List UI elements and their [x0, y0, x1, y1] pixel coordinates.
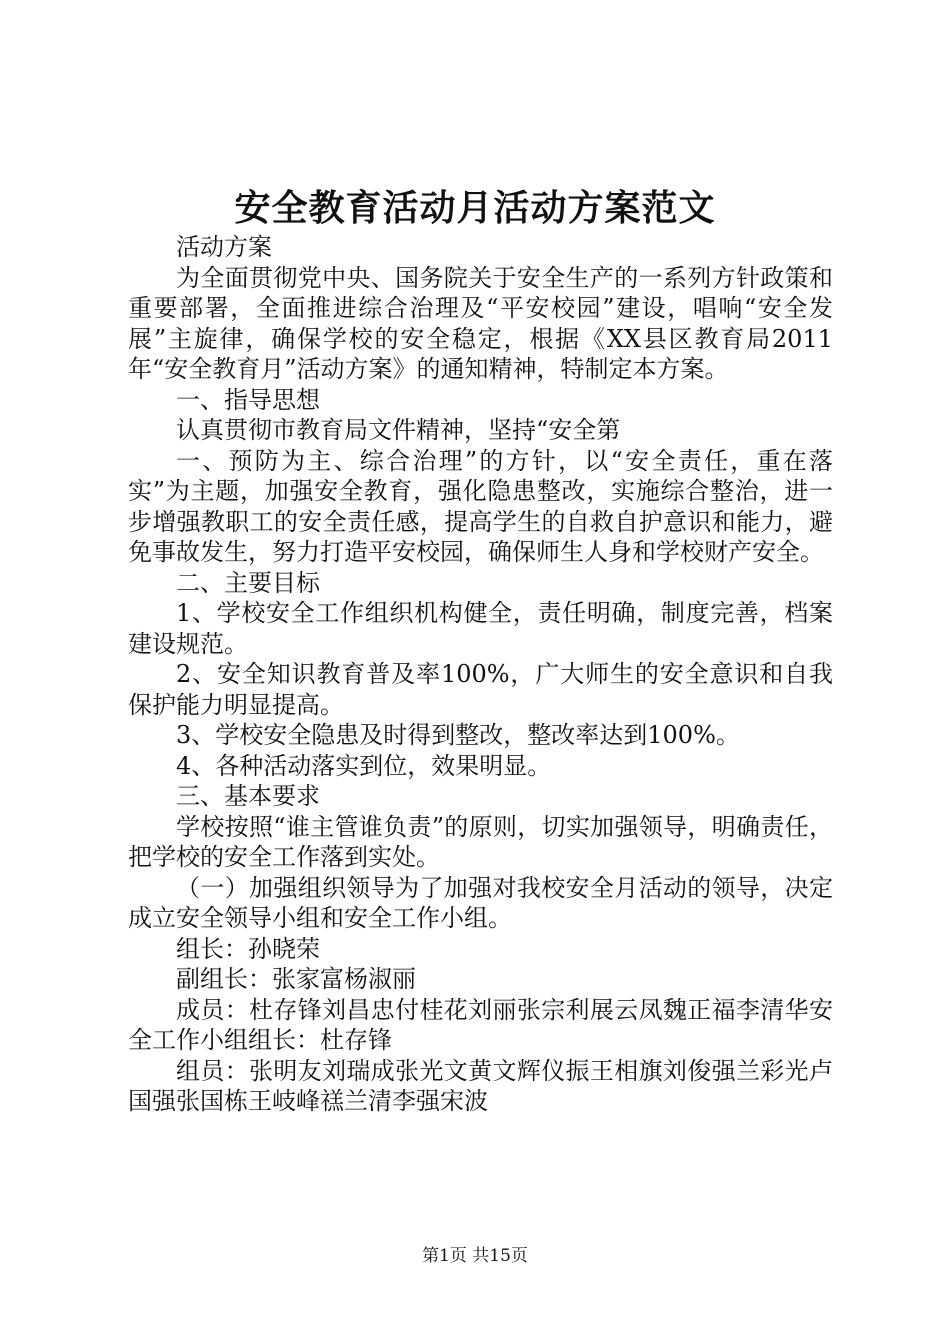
paragraph-members: 成员：杜存锋刘昌忠付桂花刘丽张宗利展云凤魏正福李清华安全工作小组组长：杜存锋 [128, 995, 833, 1054]
list-item-goal: 1、学校安全工作组织机构健全，责任明确，制度完善，档案建设规范。 [128, 599, 833, 658]
paragraph: 学校按照“谁主管谁负责”的原则，切实加强领导，明确责任，把学校的安全工作落到实处。 [128, 812, 833, 871]
section-heading-main-goals: 二、主要目标 [176, 568, 320, 597]
list-item-goal: 4、各种活动落实到位，效果明显。 [176, 751, 552, 780]
document-body [128, 232, 833, 1117]
paragraph-intro: 为全面贯彻党中央、国务院关于安全生产的一系列方针政策和重要部署，全面推进综合治理及“平安校园”建设，唱响“安全发展”主旋律，确保学校的安全稳定，根据《XX县区教育局2011年“安全教育月”活动方案》的通知精神，特制定本方案。 [128, 263, 833, 383]
paragraph-group-leader: 组长：孙晓荣 [176, 934, 320, 963]
page-number-footer: 第1页 共15页 [422, 1246, 528, 1266]
paragraph-heading-plan: 活动方案 [176, 233, 272, 261]
paragraph: 一、预防为主、综合治理”的方针，以“安全责任，重在落实”为主题，加强安全教育，强化隐患整改，实施综合整治，进一步增强教职工的安全责任感，提高学生的自救自护意识和能力，避免事故发生，努力打造平安校园，确保师生人身和学校财产安全。 [128, 446, 833, 566]
section-heading-basic-requirements: 三、基本要求 [176, 782, 320, 810]
section-heading-guiding-ideology: 一、指导思想 [176, 385, 320, 414]
document-title: 安全教育活动月活动方案范文 [234, 187, 716, 229]
list-item-goal: 2、安全知识教育普及率100%，广大师生的安全意识和自我保护能力明显提高。 [128, 660, 833, 719]
paragraph: 认真贯彻市教育局文件精神，坚持“安全第 [176, 416, 621, 444]
paragraph: （一）加强组织领导为了加强对我校安全月活动的领导，决定成立安全领导小组和安全工作小组。 [128, 873, 833, 932]
paragraph-team-members: 组员：张明友刘瑞成张光文黄文辉仪振王相旗刘俊强兰彩光卢国强张国栋王岐峰禚兰清李强宋波 [128, 1056, 833, 1115]
list-item-goal: 3、学校安全隐患及时得到整改，整改率达到100%。 [176, 721, 740, 749]
paragraph-deputy-leader: 副组长：张家富杨淑丽 [176, 965, 416, 993]
